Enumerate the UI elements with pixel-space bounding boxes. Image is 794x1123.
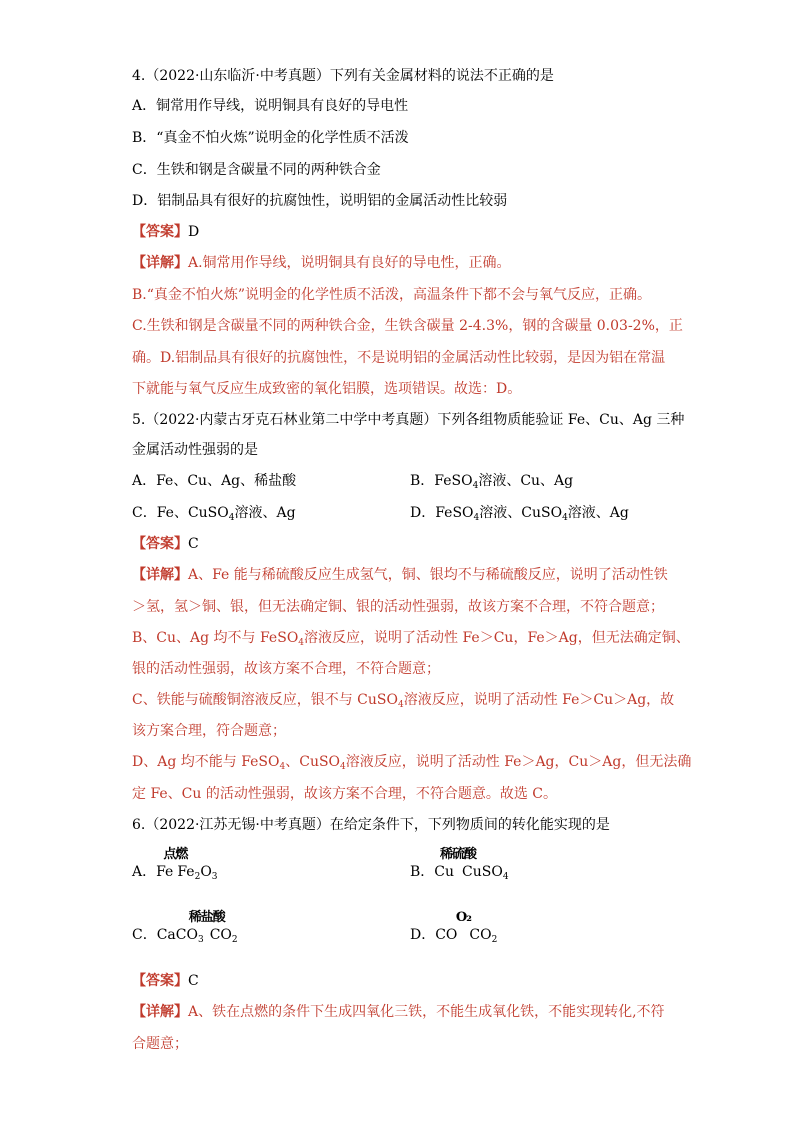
q4-detail-line-2: B.“真金不怕火炼”说明金的化学性质不活泼，高温条件下都不会与氧气反应，正确。 (132, 287, 652, 303)
detail-tag: 【详解】 (132, 255, 188, 271)
q6-detail-line-1: 【详解】A、铁在点燃的条件下生成四氧化三铁，不能生成氧化铁，不能实现转化,不符 (132, 1004, 665, 1020)
q5-detail-line-2: ＞氢，氢＞铜、银，但无法确定铜、银的活动性强弱，故该方案不合理，不符合题意； (132, 599, 664, 615)
detail-tag: 【详解】 (132, 567, 188, 583)
reaction-arrow (455, 910, 471, 945)
answer-tag: 【答案】 (132, 224, 188, 240)
reaction-condition: 点燃 (163, 847, 188, 862)
q4-option-c: C．生铁和钢是含碳量不同的两种铁合金 (132, 162, 381, 178)
q5-option-b: B．FeSO$_4$溶液、Cu、Ag (410, 473, 574, 491)
q5-detail-line-5: C、铁能与硫酸铜溶液反应，银不与 CuSO$_4$溶液反应，说明了活动性 Fe＞Cu＞Ag，故 (132, 692, 675, 710)
q5-detail-line-4: 银的活动性强弱，故该方案不合理，不符合题意； (132, 661, 440, 677)
answer-value: D (188, 224, 200, 240)
q4-detail-line-5: 下就能与氧气反应生成致密的氧化铝膜，选项错误。故选：D。 (132, 381, 522, 397)
q5-stem-line-2: 金属活动性强弱的是 (132, 442, 258, 458)
q6-option-c: C．CaCO$_3$ 稀盐酸 $CO_2$ (132, 910, 238, 945)
q4-option-d: D．铝制品具有很好的抗腐蚀性，说明铝的金属活动性比较弱 (132, 193, 508, 209)
q5-detail-line-3: B、Cu、Ag 均不与 FeSO$_4$溶液反应，说明了活动性 Fe＞Cu，Fe＞Ag，但无法确定铜、 (132, 630, 690, 648)
q4-stem: 4.（2022·山东临沂·中考真题）下列有关金属材料的说法不正确的是 (132, 68, 554, 84)
q4-answer (132, 222, 199, 242)
q6-option-a: A．Fe 点燃 $Fe_2O_3$ (132, 847, 218, 882)
q6-option-b: B．Cu 稀硫酸 CuSO$_4$ (410, 847, 509, 882)
q5-detail-line-6: 该方案合理，符合题意； (132, 723, 286, 739)
reaction-condition: 稀盐酸 (188, 910, 225, 925)
q4-option-a: A．铜常用作导线，说明铜具有良好的导电性 (132, 98, 409, 114)
detail-tag: 【详解】 (132, 1004, 188, 1020)
detail-text: A.铜常用作导线，说明铜具有良好的导电性，正确。 (188, 255, 511, 271)
q5-stem-line-1: 5.（2022·内蒙古牙克石林业第二中学中考真题）下列各组物质能验证 Fe、Cu、Ag 三种 (132, 412, 685, 428)
q5-option-d: D．FeSO$_4$溶液、CuSO$_4$溶液、Ag (410, 505, 629, 523)
q5-option-a: A．Fe、Cu、Ag、稀盐酸 (132, 473, 297, 489)
q5-detail-line-1: 【详解】A、Fe 能与稀硫酸反应生成氢气，铜、银均不与稀硫酸反应，说明了活动性铁 (132, 567, 668, 583)
q4-detail-line-4: 确。D.铝制品具有很好的抗腐蚀性，不是说明铝的金属活动性比较弱，是因为铝在常温 (132, 350, 666, 366)
answer-value: C (188, 973, 199, 989)
q5-answer (132, 534, 199, 554)
reaction-arrow (440, 847, 477, 882)
q6-detail-line-2: 合题意； (132, 1036, 188, 1052)
q6-option-d: D．CO O₂ $CO_2$ (410, 910, 498, 945)
reaction-condition: O₂ (455, 910, 471, 925)
answer-tag: 【答案】 (132, 973, 188, 989)
q4-detail-line-1 (132, 253, 511, 273)
answer-value: C (188, 536, 199, 552)
q5-detail-line-7: D、Ag 均不能与 FeSO$_4$、CuSO$_4$溶液反应，说明了活动性 Fe＞Ag，Cu＞Ag，但无法确 (132, 754, 692, 772)
answer-tag: 【答案】 (132, 536, 188, 552)
reaction-condition: 稀硫酸 (440, 847, 477, 862)
reaction-arrow (163, 847, 188, 882)
q4-detail-line-3: C.生铁和钢是含碳量不同的两种铁合金，生铁含碳量 2-4.3%，钢的含碳量 0.03-2%，正 (132, 318, 683, 334)
reaction-arrow (188, 910, 225, 945)
q6-answer (132, 971, 199, 991)
q5-detail-line-8: 定 Fe、Cu 的活动性强弱，故该方案不合理，不符合题意。故选 C。 (132, 786, 558, 802)
q4-option-b: B．“真金不怕火炼”说明金的化学性质不活泼 (132, 130, 409, 146)
q5-option-c: C．Fe、CuSO$_4$溶液、Ag (132, 505, 296, 523)
q6-stem: 6.（2022·江苏无锡·中考真题）在给定条件下，下列物质间的转化能实现的是 (132, 817, 610, 833)
